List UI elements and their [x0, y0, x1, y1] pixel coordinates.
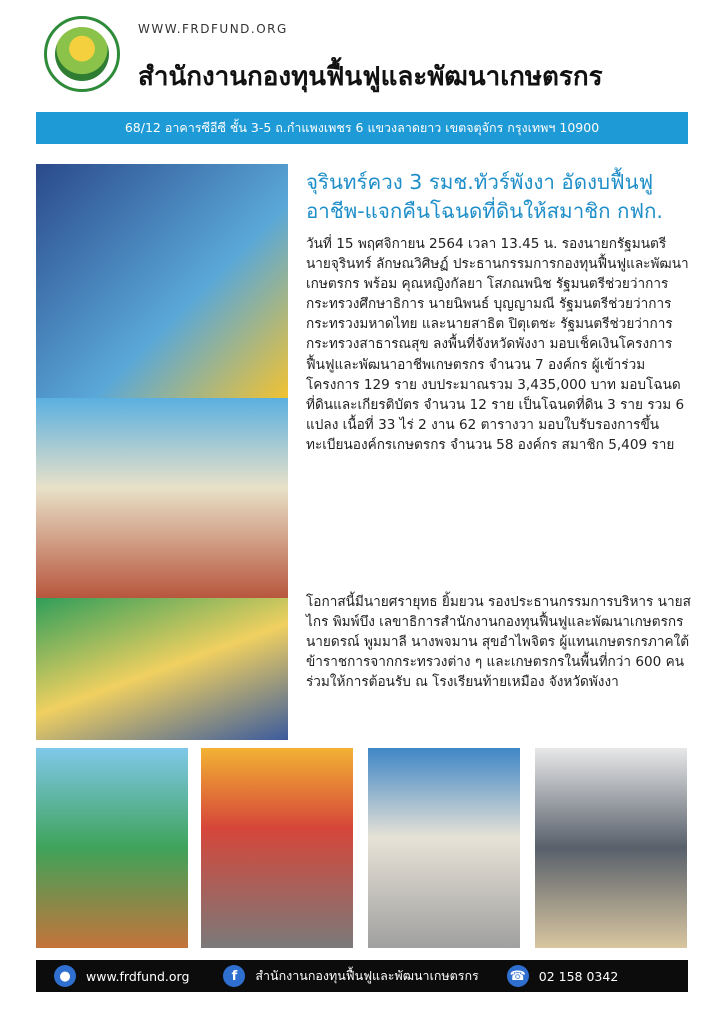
headline-line-2: อาชีพ-แจกคืนโฉนดที่ดินให้สมาชิก กฟก.	[306, 199, 663, 223]
headline-line-1: จุรินทร์ควง 3 รมช.ทัวร์พังงา อัดงบฟื้นฟู	[306, 170, 654, 194]
article-paragraph-1: วันที่ 15 พฤศจิกายน 2564 เวลา 13.45 น. รองนายกรัฐมนตรี นายจุรินทร์ ลักษณวิศิษฏ์ ประธานกรรมการกองทุนฟื้นฟูและพัฒนาเกษตรกร พร้อม คุณหญิงกัลยา โสภณพนิช รัฐมนตรีช่วยว่าการกระทรวงศึกษาธิการ นายนิพนธ์ บุญญามณี รัฐมนตรีช่วยว่าการกระทรวงมหาดไทย และนายสาธิต ปิตุเตชะ รัฐมนตรีช่วยว่าการกระทรวงสาธารณสุข ลงพื้นที่จังหวัดพังงา มอบเช็คเงินโครงการฟื้นฟูและพัฒนาอาชีพเกษตรกร จำนวน 7 องค์กร ผู้เข้าร่วมโครงการ 129 ราย งบประมาณรวม 3,435,000 บาท มอบโฉนดที่ดินและเกียรติบัตร จำนวน 12 ราย เป็นโฉนดที่ดิน 3 ราย รวม 6 แปลง เนื้อที่ 33 ไร่ 2 งาน 62 ตารางวา มอบใบรับรองการขึ้นทะเบียนองค์กรเกษตรกร จำนวน 58 องค์กร สมาชิก 5,409 ราย	[306, 236, 689, 453]
footer-facebook-page[interactable]: สำนักงานกองทุนฟื้นฟูและพัฒนาเกษตรกร	[255, 968, 479, 983]
group-photo	[36, 398, 288, 598]
article-paragraph-2: โอกาสนี้มีนายศรายุทธ ยิ้มยวน รองประธานกรรมการบริหาร นายสไกร พิมพ์บึง เลขาธิการสำนักงานกองทุนฟื้นฟูและพัฒนาเกษตรกร นายดรณ์ พูมมาลี นางพจมาน สุขอำไพจิตร ผู้แทนเกษตรกรภาคใต้ ข้าราชการจากกระทรวงต่าง ๆ และเกษตรกรในพื้นที่กว่า 600 คน ร่วมให้การต้อนรับ ณ โรงเรียนท้ายเหมือง จังหวัดพังงา	[306, 594, 691, 691]
globe-icon: ●	[54, 965, 76, 987]
site-url[interactable]: WWW.FRDFUND.ORG	[138, 22, 288, 36]
event-photo-3	[368, 748, 520, 948]
facebook-icon[interactable]: f	[223, 965, 245, 987]
address-text: 68/12 อาคารซีอีซี ชั้น 3-5 ถ.กำแพงเพชร 6 แขวงลาดยาว เขตจตุจักร กรุงเทพฯ 10900	[124, 120, 600, 135]
certificate-handover-photo	[36, 598, 288, 740]
org-title: สำนักงานกองทุนฟื้นฟูและพัฒนาเกษตรกร	[138, 62, 603, 92]
footer-phone[interactable]: 02 158 0342	[538, 968, 619, 984]
address-bar	[36, 112, 688, 144]
phone-icon: ☎	[507, 965, 529, 987]
footer-bar	[36, 960, 688, 992]
footer-website[interactable]: www.frdfund.org	[86, 968, 190, 984]
event-photo-4	[535, 748, 687, 948]
event-photo-1	[36, 748, 188, 948]
frdfund-logo	[44, 16, 120, 92]
article-headline	[306, 168, 694, 226]
minister-speaking-photo	[36, 164, 288, 398]
event-photo-2	[201, 748, 353, 948]
